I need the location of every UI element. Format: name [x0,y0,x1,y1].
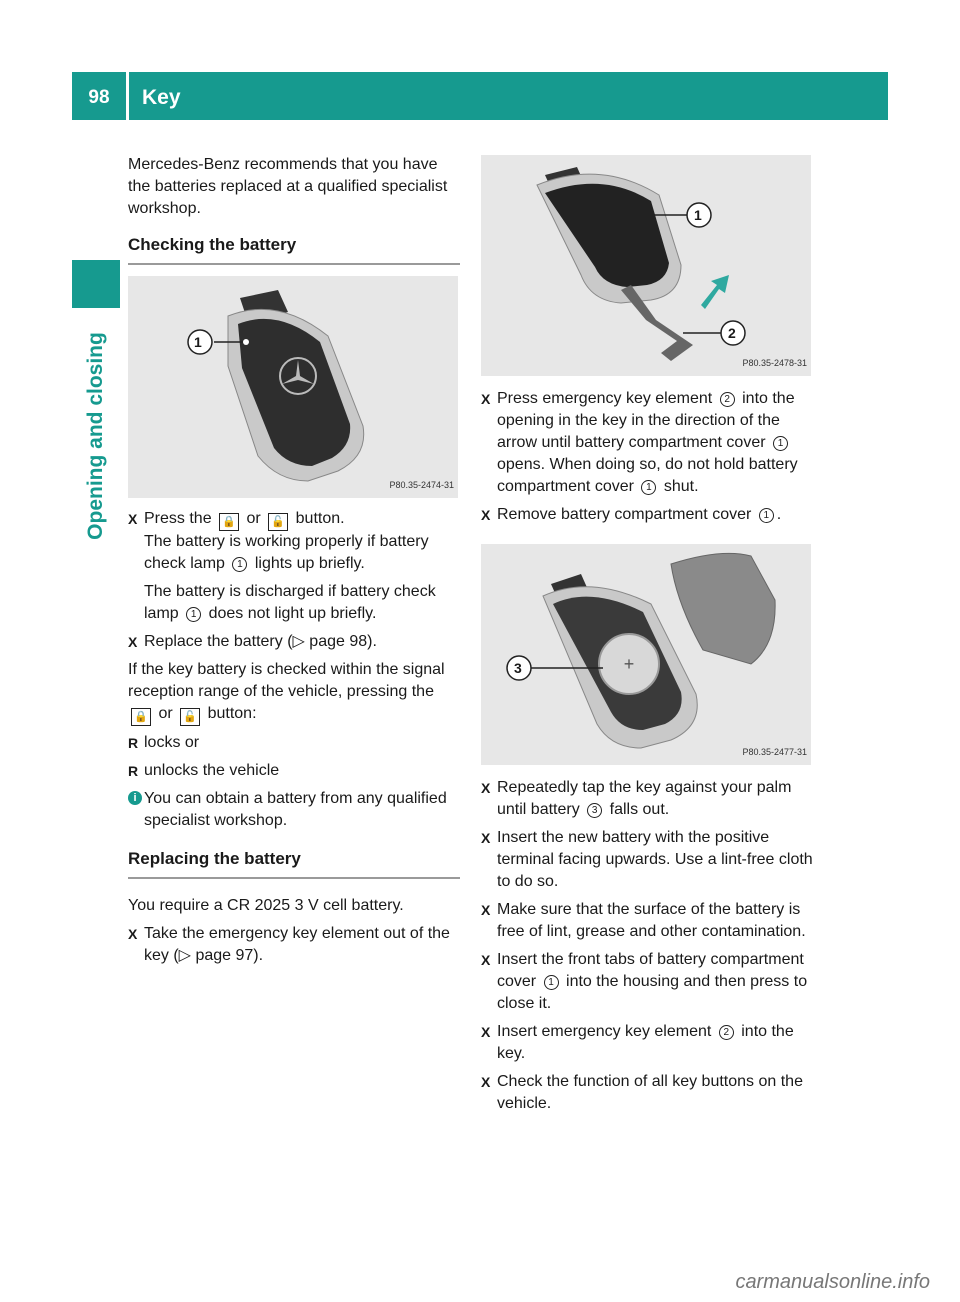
callout-number: 2 [720,392,735,407]
arrow-bullet-icon: X [481,507,491,523]
watermark: carmanualsonline.info [735,1271,930,1293]
callout-number: 1 [544,975,559,990]
list-item: R unlocks the vehicle [128,760,460,782]
list-item: X Insert the front tabs of battery compartment cover 1 into the housing and then press to close it. [481,951,808,1012]
svg-text:+: + [623,654,635,674]
intro-text: Mercedes-Benz recommends that you have the batteries replaced at a qualified specialist workshop. [128,156,448,217]
figure-battery-removal [481,544,811,765]
heading-checking-battery: Checking the battery [128,234,460,265]
paragraph: If the key battery is checked within the signal reception range of the vehicle, pressing the 🔒 or 🔓 button: [128,659,460,726]
callout-number: 1 [773,436,788,451]
page-ref-icon: ▷ [292,633,305,650]
lock-icon: 🔒 [219,513,239,531]
figure-callout: 3 [514,660,522,676]
arrow-bullet-icon: X [481,902,491,918]
unlock-icon: 🔓 [268,513,288,531]
figure-callout: 1 [194,334,202,350]
list-item: X Insert emergency key element 2 into the key. [481,1023,794,1062]
page-title: Key [142,86,181,109]
key-fob-illustration [128,276,458,498]
requirement-text: You require a CR 2025 3 V cell battery. [128,897,404,914]
section-tab [72,316,120,556]
page-number: 98 [88,87,110,108]
arrow-bullet-icon: X [481,1074,491,1090]
arrow-bullet-icon: X [481,952,491,968]
battery-illustration [481,544,811,765]
callout-number: 2 [719,1025,734,1040]
heading-replacing-battery: Replacing the battery [128,848,460,879]
list-item: X Make sure that the surface of the battery is free of lint, grease and other contamination. [481,901,806,940]
list-item: X Take the emergency key element out of the key (▷ page 97). [128,925,450,964]
bullet-icon: R [128,735,139,751]
unlock-icon: 🔓 [180,708,200,726]
page-ref-icon: ▷ [178,947,191,964]
figure-key-check [128,276,458,498]
callout-number: 1 [186,607,201,622]
bullet-icon: R [128,763,139,779]
arrow-bullet-icon: X [481,780,491,796]
callout-number: 1 [759,508,774,523]
list-item: X Insert the new battery with the positive terminal facing upwards. Use a lint-free cloth to do so. [481,829,813,890]
list-item: X Press the 🔒 or 🔓 button. The battery is working properly if battery check lamp 1 lights up briefly. [128,510,429,572]
info-note: i You can obtain a battery from any qualified specialist workshop. [128,788,460,832]
section-marker [72,260,120,308]
callout-number: 3 [587,803,602,818]
left-column [128,154,460,973]
list-item: X Replace the battery (▷ page 98). [128,631,460,653]
arrow-bullet-icon: X [481,1024,491,1040]
list-item: X Repeatedly tap the key against your palm until battery 3 falls out. [481,779,792,818]
arrow-bullet-icon: X [481,830,491,846]
page-link[interactable]: page 97). [195,947,264,964]
callout-number: 1 [232,557,247,572]
list-item: X Remove battery compartment cover 1 . [481,504,813,526]
section-title: Opening and closing [84,332,107,540]
figure-callout: 2 [728,325,736,341]
right-column [481,155,813,1121]
callout-number: 1 [641,480,656,495]
page-link[interactable]: page 98). [309,633,377,650]
list-item: R locks or [128,732,460,754]
info-icon: i [128,791,142,805]
list-subitem: The battery is discharged if battery check lamp 1 does not light up briefly. [144,583,436,622]
list-item: X Check the function of all key buttons on the vehicle. [481,1073,803,1112]
key-open-illustration [481,155,811,376]
figure-callout: 1 [694,207,702,223]
lock-icon: 🔒 [131,708,151,726]
arrow-bullet-icon: X [128,634,138,650]
figure-caption: P80.35-2477-31 [742,747,807,757]
figure-caption: P80.35-2478-31 [742,358,807,368]
figure-emergency-key [481,155,811,376]
arrow-bullet-icon: X [128,511,138,527]
header-divider [126,72,129,120]
arrow-bullet-icon: X [481,391,491,407]
page-header [72,72,888,120]
arrow-bullet-icon: X [128,926,138,942]
figure-caption: P80.35-2474-31 [389,480,454,490]
list-item: X Press emergency key element 2 into the opening in the key in the direction of the arrow until battery compartment cover 1 opens. When doing so, do not hold battery compartment cover 1 shut. [481,390,798,495]
